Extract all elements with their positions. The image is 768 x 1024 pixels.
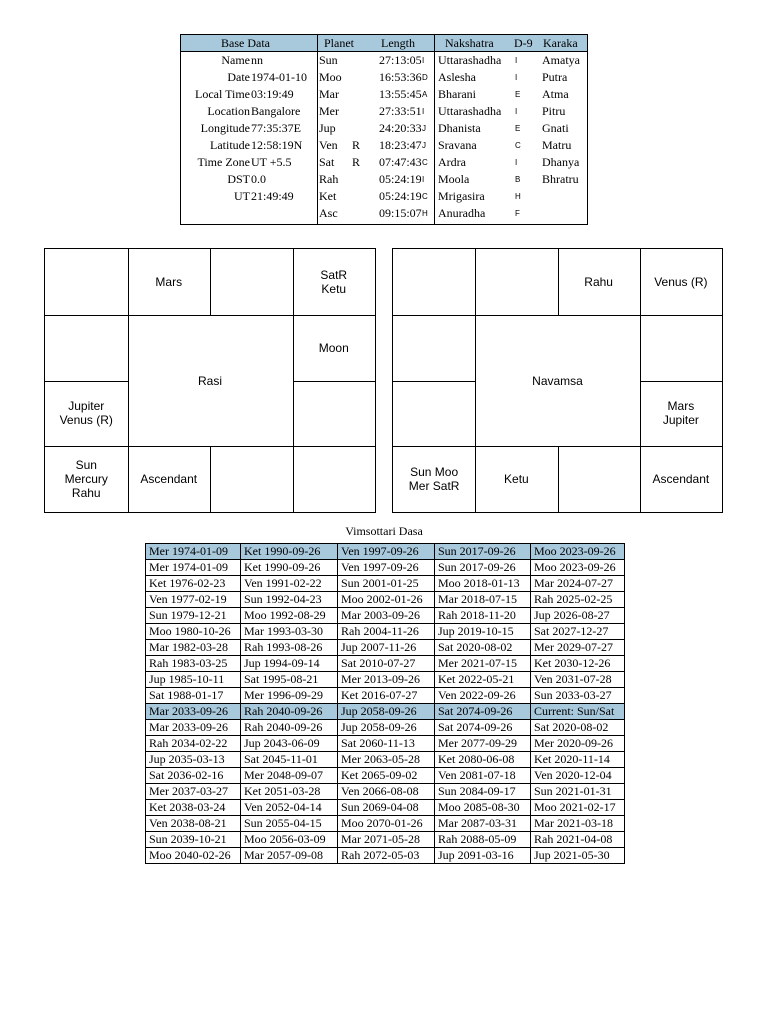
dasa-cell: Sat 2074-09-26: [435, 720, 531, 736]
planet-name: Mer: [319, 104, 339, 118]
dasa-cell: Moo 2085-08-30: [435, 800, 531, 816]
dasa-cell: Jup 2019-10-15: [435, 624, 531, 640]
dasa-cell: Rah 2018-11-20: [435, 608, 531, 624]
rasi-house-planets: Jupiter Venus (R): [59, 399, 113, 428]
planet-nakshatra: Bharani: [438, 87, 476, 101]
dasa-cell: Mar 1982-03-28: [146, 640, 241, 656]
planet-nakshatra: Dhanista: [438, 121, 481, 135]
navamsa-house-cell: [640, 381, 722, 447]
dasa-row: [146, 672, 625, 688]
dasa-row: [146, 576, 625, 592]
dasa-cell: Ven 2052-04-14: [241, 800, 338, 816]
navamsa-house-planets: Mars Jupiter: [662, 399, 699, 428]
dasa-cell: Jup 2058-09-26: [338, 704, 435, 720]
rasi-house-cell: [293, 381, 376, 447]
dasa-cell: Rah 2088-05-09: [435, 832, 531, 848]
header-nakshatra: Nakshatra: [445, 36, 494, 50]
base-data-value: UT +5.5: [251, 155, 292, 169]
planet-name: Asc: [319, 206, 338, 220]
dasa-cell: Rah 2040-09-26: [241, 704, 338, 720]
rasi-house-cell: [293, 249, 376, 315]
base-table-row: [181, 52, 587, 69]
dasa-cell: Sun 2069-04-08: [338, 800, 435, 816]
dasa-cell: Sat 2010-07-27: [338, 656, 435, 672]
dasa-cell: Ven 2020-12-04: [531, 768, 625, 784]
planet-d9: E: [515, 124, 521, 133]
dasa-cell: Sat 2060-11-13: [338, 736, 435, 752]
dasa-cell: Ket 2038-03-24: [146, 800, 241, 816]
planet-length: 27:13:05: [379, 53, 422, 67]
navamsa-house-cell: [475, 249, 557, 315]
dasa-cell: Rah 2025-02-25: [531, 592, 625, 608]
dasa-cell: Moo 1980-10-26: [146, 624, 241, 640]
dasa-row: [146, 784, 625, 800]
rasi-house-cell: [293, 446, 376, 512]
dasa-row: [146, 832, 625, 848]
navamsa-house-cell: [393, 381, 475, 447]
dasa-cell: Rah 2034-02-22: [146, 736, 241, 752]
dasa-cell: Mer 2048-09-07: [241, 768, 338, 784]
dasa-cell: Jup 2058-09-26: [338, 720, 435, 736]
planet-d9: I: [515, 107, 518, 116]
dasa-cell: Mer 1996-09-29: [241, 688, 338, 704]
dasa-cell: Moo 2018-01-13: [435, 576, 531, 592]
rasi-chart: [44, 248, 376, 513]
base-data-label: Location: [207, 104, 250, 118]
planet-name: Sun: [319, 53, 338, 67]
base-data-value: 21:49:49: [251, 189, 294, 203]
dasa-cell: Jup 2043-06-09: [241, 736, 338, 752]
header-base-data: Base Data: [221, 36, 270, 50]
rasi-house-cell: [128, 249, 211, 315]
dasa-cell: Ven 1991-02-22: [241, 576, 338, 592]
dasa-cell: Mar 2018-07-15: [435, 592, 531, 608]
planet-d9: I: [515, 158, 518, 167]
rasi-house-cell: [45, 249, 128, 315]
planet-karaka: Bhratru: [542, 172, 579, 186]
dasa-cell: Moo 2021-02-17: [531, 800, 625, 816]
dasa-cell: Mer 2021-07-15: [435, 656, 531, 672]
dasa-header-row: [146, 704, 625, 720]
planet-nakshatra: Moola: [438, 172, 470, 186]
dasa-row: [146, 848, 625, 864]
planet-length: 24:20:33: [379, 121, 422, 135]
planet-length: 09:15:07: [379, 206, 422, 220]
dasa-cell: Moo 2056-03-09: [241, 832, 338, 848]
base-data-value: 1974-01-10: [251, 70, 307, 84]
rasi-house-planets: SatR Ketu: [320, 267, 348, 296]
dasa-cell: Sun 1979-12-21: [146, 608, 241, 624]
dasa-cell: Mar 2033-09-26: [146, 704, 241, 720]
dasa-cell: Sun 2017-09-26: [435, 544, 531, 560]
dasa-cell: Jup 2026-08-27: [531, 608, 625, 624]
navamsa-house-cell: [558, 249, 640, 315]
planet-pada: J: [422, 141, 426, 150]
base-table-row: [181, 171, 587, 188]
dasa-cell: Mer 2013-09-26: [338, 672, 435, 688]
navamsa-house-planets: Sun Moo Mer SatR: [408, 465, 460, 494]
dasa-cell: Mar 1993-03-30: [241, 624, 338, 640]
rasi-house-cell: [45, 381, 128, 447]
planet-karaka: Gnati: [542, 121, 569, 135]
planet-name: Mar: [319, 87, 339, 101]
dasa-cell: Moo 2023-09-26: [531, 544, 625, 560]
planet-d9: B: [515, 175, 521, 184]
planet-length: 18:23:47: [379, 138, 422, 152]
navamsa-house-cell: [640, 446, 722, 512]
navamsa-chart-title: Navamsa: [532, 373, 583, 388]
dasa-cell: Ket 2030-12-26: [531, 656, 625, 672]
dasa-cell: Ket 2016-07-27: [338, 688, 435, 704]
dasa-cell: Ket 1976-02-23: [146, 576, 241, 592]
dasa-cell: Sat 2074-09-26: [435, 704, 531, 720]
dasa-cell: Jup 2091-03-16: [435, 848, 531, 864]
navamsa-house-cell: [475, 446, 557, 512]
dasa-cell: Ket 1990-09-26: [241, 560, 338, 576]
base-data-value: 12:58:19N: [251, 138, 303, 152]
planet-name: Sat: [319, 155, 335, 169]
header-karaka: Karaka: [543, 36, 578, 50]
base-table-row: [181, 188, 587, 205]
base-table-header: [181, 35, 587, 52]
dasa-cell: Moo 1992-08-29: [241, 608, 338, 624]
rasi-house-planets: Moon: [318, 340, 349, 355]
dasa-cell: Ket 2020-11-14: [531, 752, 625, 768]
base-data-label: DST: [227, 172, 250, 186]
planet-length: 16:53:36: [379, 70, 422, 84]
dasa-row: [146, 624, 625, 640]
dasa-cell: Moo 2002-01-26: [338, 592, 435, 608]
rasi-house-cell: [45, 315, 128, 381]
dasa-cell: Mer 2029-07-27: [531, 640, 625, 656]
dasa-cell: Ket 2080-06-08: [435, 752, 531, 768]
dasa-row: [146, 816, 625, 832]
dasa-row: [146, 720, 625, 736]
planet-karaka: Atma: [542, 87, 569, 101]
dasa-cell: Ket 2065-09-02: [338, 768, 435, 784]
navamsa-house-cell: [640, 249, 722, 315]
navamsa-house-cell: [393, 446, 475, 512]
dasa-cell: Ket 2022-05-21: [435, 672, 531, 688]
navamsa-house-planets: Ascendant: [652, 472, 710, 487]
dasa-cell: Sun 2021-01-31: [531, 784, 625, 800]
dasa-cell: Ven 2038-08-21: [146, 816, 241, 832]
dasa-cell: Mar 2003-09-26: [338, 608, 435, 624]
base-data-label: UT: [234, 189, 250, 203]
planet-nakshatra: Sravana: [438, 138, 477, 152]
dasa-cell: Rah 2021-04-08: [531, 832, 625, 848]
dasa-header-row: [146, 544, 625, 560]
planet-nakshatra: Mrigasira: [438, 189, 485, 203]
dasa-cell: Ven 2066-08-08: [338, 784, 435, 800]
base-table-row: [181, 154, 587, 171]
dasa-cell: Sun 1992-04-23: [241, 592, 338, 608]
navamsa-house-cell: [393, 249, 475, 315]
base-data-value: 77:35:37E: [251, 121, 301, 135]
dasa-title: Vimsottari Dasa: [345, 524, 423, 538]
dasa-cell: Jup 2035-03-13: [146, 752, 241, 768]
dasa-cell: Mer 2063-05-28: [338, 752, 435, 768]
planet-d9: H: [515, 192, 521, 201]
header-d9: D-9: [514, 36, 533, 50]
planet-name: Ven: [319, 138, 338, 152]
dasa-cell: Sat 1995-08-21: [241, 672, 338, 688]
navamsa-house-planets: Rahu: [584, 274, 613, 289]
dasa-cell: Moo 2040-02-26: [146, 848, 241, 864]
base-data-value: nn: [251, 53, 263, 67]
base-table-row: [181, 69, 587, 86]
dasa-row: [146, 736, 625, 752]
planet-name: Ket: [319, 189, 337, 203]
planet-length: 27:33:51: [379, 104, 422, 118]
base-data-label: Name: [221, 53, 250, 67]
navamsa-house-cell: [393, 315, 475, 381]
rasi-house-cell: [128, 446, 211, 512]
dasa-row: [146, 640, 625, 656]
dasa-cell: Sat 2027-12-27: [531, 624, 625, 640]
dasa-cell: Rah 2004-11-26: [338, 624, 435, 640]
dasa-cell: Mar 2071-05-28: [338, 832, 435, 848]
dasa-cell: Rah 1993-08-26: [241, 640, 338, 656]
planet-nakshatra: Anuradha: [438, 206, 486, 220]
dasa-cell: Sun 2084-09-17: [435, 784, 531, 800]
planet-d9: F: [515, 209, 520, 218]
planet-nakshatra: Aslesha: [438, 70, 476, 84]
planet-nakshatra: Uttarashadha: [438, 53, 502, 67]
header-length: Length: [381, 36, 415, 50]
planet-pada: A: [422, 90, 428, 99]
dasa-row: [146, 592, 625, 608]
rasi-house-planets: Mars: [155, 274, 183, 289]
dasa-cell: Mar 2087-03-31: [435, 816, 531, 832]
dasa-cell: Sun 2033-03-27: [531, 688, 625, 704]
planet-d9: I: [515, 56, 518, 65]
dasa-cell: Jup 2021-05-30: [531, 848, 625, 864]
base-data-value: 0.0: [251, 172, 266, 186]
planet-d9: I: [515, 73, 518, 82]
dasa-cell: Rah 1983-03-25: [146, 656, 241, 672]
planet-length: 05:24:19: [379, 189, 422, 203]
dasa-cell: Ven 2031-07-28: [531, 672, 625, 688]
planet-length: 07:47:43: [379, 155, 422, 169]
navamsa-house-planets: Ketu: [504, 472, 529, 487]
dasa-cell: Jup 1985-10-11: [146, 672, 241, 688]
planet-pada: C: [422, 192, 428, 201]
base-data-value: Bangalore: [251, 104, 301, 118]
planet-pada: J: [422, 124, 426, 133]
dasa-cell: Ket 2051-03-28: [241, 784, 338, 800]
planet-pada: I: [422, 175, 425, 184]
base-table-row: [181, 86, 587, 103]
planet-retrograde: R: [352, 138, 361, 152]
dasa-cell: Moo 2023-09-26: [531, 560, 625, 576]
dasa-row: [146, 752, 625, 768]
dasa-cell: Ven 1977-02-19: [146, 592, 241, 608]
planet-pada: C: [422, 158, 428, 167]
rasi-house-planets: Ascendant: [140, 472, 198, 487]
dasa-cell: Rah 2040-09-26: [241, 720, 338, 736]
dasa-cell: Sat 1988-01-17: [146, 688, 241, 704]
dasa-cell: Mer 2077-09-29: [435, 736, 531, 752]
dasa-table: [145, 543, 625, 864]
base-table-row: [181, 137, 587, 154]
dasa-row: [146, 800, 625, 816]
dasa-cell: Jup 1994-09-14: [241, 656, 338, 672]
planet-retrograde: R: [352, 155, 361, 169]
navamsa-chart: [392, 248, 723, 513]
dasa-cell: Current: Sun/Sat: [531, 704, 625, 720]
planet-d9: E: [515, 90, 521, 99]
planet-nakshatra: Ardra: [438, 155, 466, 169]
dasa-cell: Mar 2057-09-08: [241, 848, 338, 864]
dasa-cell: Mar 2033-09-26: [146, 720, 241, 736]
dasa-cell: Mar 2021-03-18: [531, 816, 625, 832]
planet-pada: I: [422, 56, 425, 65]
base-table-row: [181, 120, 587, 137]
planet-name: Moo: [319, 70, 342, 84]
base-table-row: [181, 205, 587, 222]
rasi-house-cell: [293, 315, 376, 381]
base-data-label: Longitude: [200, 121, 250, 135]
navamsa-house-cell: [640, 315, 722, 381]
planet-name: Jup: [319, 121, 336, 135]
dasa-row: [146, 560, 625, 576]
dasa-row: [146, 656, 625, 672]
base-data-label: Time Zone: [197, 155, 250, 169]
base-data-label: Date: [227, 70, 250, 84]
dasa-cell: Sun 2001-01-25: [338, 576, 435, 592]
planet-name: Rah: [319, 172, 339, 186]
dasa-cell: Rah 2072-05-03: [338, 848, 435, 864]
planet-karaka: Matru: [542, 138, 572, 152]
navamsa-house-planets: Venus (R): [654, 274, 708, 289]
planet-pada: H: [422, 209, 428, 218]
base-data-value: 03:19:49: [251, 87, 294, 101]
planet-length: 05:24:19: [379, 172, 422, 186]
base-table-row: [181, 103, 587, 120]
rasi-house-cell: [210, 249, 293, 315]
base-data-label: Latitude: [210, 138, 250, 152]
rasi-house-cell: [45, 446, 128, 512]
dasa-cell: Ven 1997-09-26: [338, 560, 435, 576]
header-planet: Planet: [324, 36, 354, 50]
dasa-cell: Sun 2017-09-26: [435, 560, 531, 576]
planet-pada: D: [422, 73, 428, 82]
planet-nakshatra: Uttarashadha: [438, 104, 502, 118]
base-data-table: [180, 34, 588, 225]
dasa-cell: Mer 2020-09-26: [531, 736, 625, 752]
planet-karaka: Putra: [542, 70, 568, 84]
planet-pada: I: [422, 107, 425, 116]
planet-length: 13:55:45: [379, 87, 422, 101]
planet-karaka: Pitru: [542, 104, 566, 118]
dasa-cell: Jup 2007-11-26: [338, 640, 435, 656]
dasa-cell: Mar 2024-07-27: [531, 576, 625, 592]
dasa-cell: Moo 2070-01-26: [338, 816, 435, 832]
dasa-cell: Mer 1974-01-09: [146, 544, 241, 560]
navamsa-house-cell: [558, 446, 640, 512]
dasa-cell: Mer 2037-03-27: [146, 784, 241, 800]
dasa-cell: Sat 2020-08-02: [435, 640, 531, 656]
dasa-cell: Sun 2055-04-15: [241, 816, 338, 832]
dasa-row: [146, 768, 625, 784]
dasa-cell: Ven 2081-07-18: [435, 768, 531, 784]
dasa-cell: Ven 2022-09-26: [435, 688, 531, 704]
dasa-cell: Sat 2036-02-16: [146, 768, 241, 784]
base-data-label: Local Time: [194, 87, 250, 101]
rasi-house-planets: Sun Mercury Rahu: [64, 458, 108, 501]
dasa-row: [146, 608, 625, 624]
dasa-cell: Ven 1997-09-26: [338, 544, 435, 560]
dasa-row: [146, 688, 625, 704]
dasa-cell: Mer 1974-01-09: [146, 560, 241, 576]
rasi-house-cell: [210, 446, 293, 512]
dasa-cell: Sat 2045-11-01: [241, 752, 338, 768]
rasi-chart-title: Rasi: [197, 373, 222, 388]
dasa-cell: Sun 2039-10-21: [146, 832, 241, 848]
planet-karaka: Dhanya: [542, 155, 580, 169]
planet-d9: C: [515, 141, 521, 150]
dasa-cell: Sat 2020-08-02: [531, 720, 625, 736]
planet-karaka: Amatya: [542, 53, 580, 67]
dasa-cell: Ket 1990-09-26: [241, 544, 338, 560]
